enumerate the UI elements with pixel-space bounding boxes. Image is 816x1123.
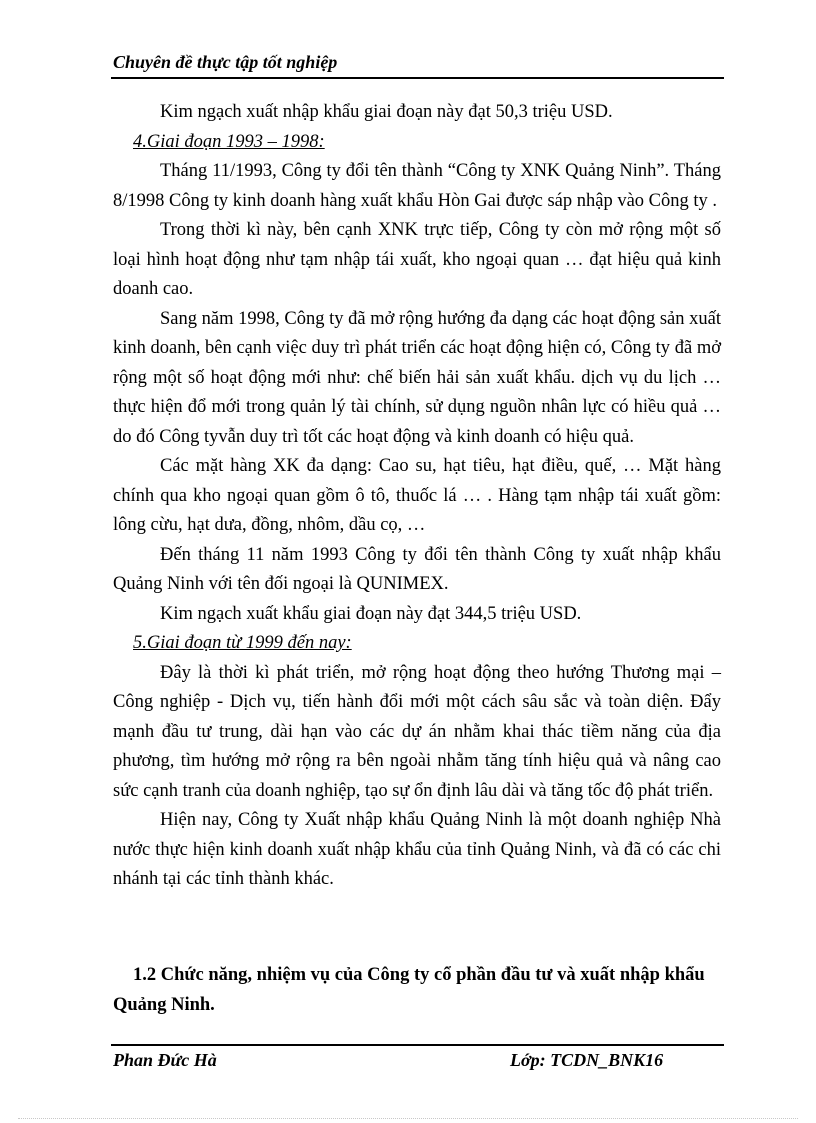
running-header-title: Chuyên đề thực tập tốt nghiệp [113, 52, 338, 72]
section-heading-1-2 [113, 960, 721, 1020]
section-heading-1-2-text: 1.2 Chức năng, nhiệm vụ của Công ty cổ phần đầu tư và xuất nhập khẩu Quảng Ninh. [113, 965, 705, 1015]
paragraph-qunimex-name: Đến tháng 11 năm 1993 Công ty đổi tên thành Công ty xuất nhập khẩu Quảng Ninh với tên đối ngoại là QUNIMEX. [113, 544, 721, 594]
paragraph-export-goods: Các mặt hàng XK đa dạng: Cao su, hạt tiêu, hạt điều, quế, … Mặt hàng chính qua kho ngoại quan gồm ô tô, thuốc lá … . Hàng tạm nhập tái xuất gồm: lông cừu, hạt dưa, đồng, nhôm, dầu cọ, … [113, 456, 721, 535]
section-heading-phase4: 4.Giai đoạn 1993 – 1998: [133, 131, 325, 152]
page-bottom-edge [18, 1118, 798, 1119]
document-body [113, 98, 721, 895]
paragraph-activity-expansion: Trong thời kì này, bên cạnh XNK trực tiếp, Công ty còn mở rộng một số loại hình hoạt động như tạm nhập tái xuất, kho ngoại quan … đạt hiệu quả kinh doanh cao. [113, 220, 721, 299]
paragraph-export-turnover-phase4: Kim ngạch xuất khẩu giai đoạn này đạt 344,5 triệu USD. [160, 603, 582, 624]
paragraph-development-phase: Đây là thời kì phát triển, mở rộng hoạt động theo hướng Thương mại – Công nghiệp - Dịch vụ, tiến hành đổi mới một cách sâu sắc và toàn diện. Đẩy mạnh đầu tư trung, dài hạn vào các dự án nhằm khai thác tiềm năng của địa phương, tìm hướng mở rộng ra bên ngoài nhằm tăng tính hiệu quả và nâng cao sức cạnh tranh của doanh nghiệp, tạo sự ổn định lâu dài và tăng tốc độ phát triển. [113, 662, 721, 801]
footer-class-label: Lớp: TCDN_BNK16 [510, 1050, 664, 1070]
section-heading-phase5: 5.Giai đoạn từ 1999 đến nay: [133, 633, 352, 653]
footer-author: Phan Đức Hà [113, 1050, 217, 1070]
paragraph-export-turnover-phase3: Kim ngạch xuất nhập khẩu giai đoạn này đạt 50,3 triệu USD. [160, 102, 613, 122]
footer-divider [111, 1044, 724, 1046]
header-divider [111, 77, 724, 79]
paragraph-diversification-1998: Sang năm 1998, Công ty đã mở rộng hướng đa dạng các hoạt động sản xuất kinh doanh, bên cạnh việc duy trì phát triển các hoạt động hiện có, Công ty đã mở rộng một số hoạt động mới như: chế biến hải sản xuất khẩu. dịch vụ du lịch … thực hiện đổ mới trong quản lý tài chính, sử dụng nguồn nhân lực có hiều quả … do đó Công tyvẫn duy trì tốt các hoạt động và kinh doanh có hiệu quả. [113, 308, 721, 447]
paragraph-renaming-1993: Tháng 11/1993, Công ty đổi tên thành “Công ty XNK Quảng Ninh”. Tháng 8/1998 Công ty kinh doanh hàng xuất khẩu Hòn Gai được sáp nhập vào Công ty . [113, 161, 721, 211]
paragraph-current-status: Hiện nay, Công ty Xuất nhập khẩu Quảng Ninh là một doanh nghiệp Nhà nước thực hiện kinh doanh xuất nhập khẩu của tỉnh Quảng Ninh, và đã có các chi nhánh tại các tỉnh thành khác. [113, 810, 721, 889]
